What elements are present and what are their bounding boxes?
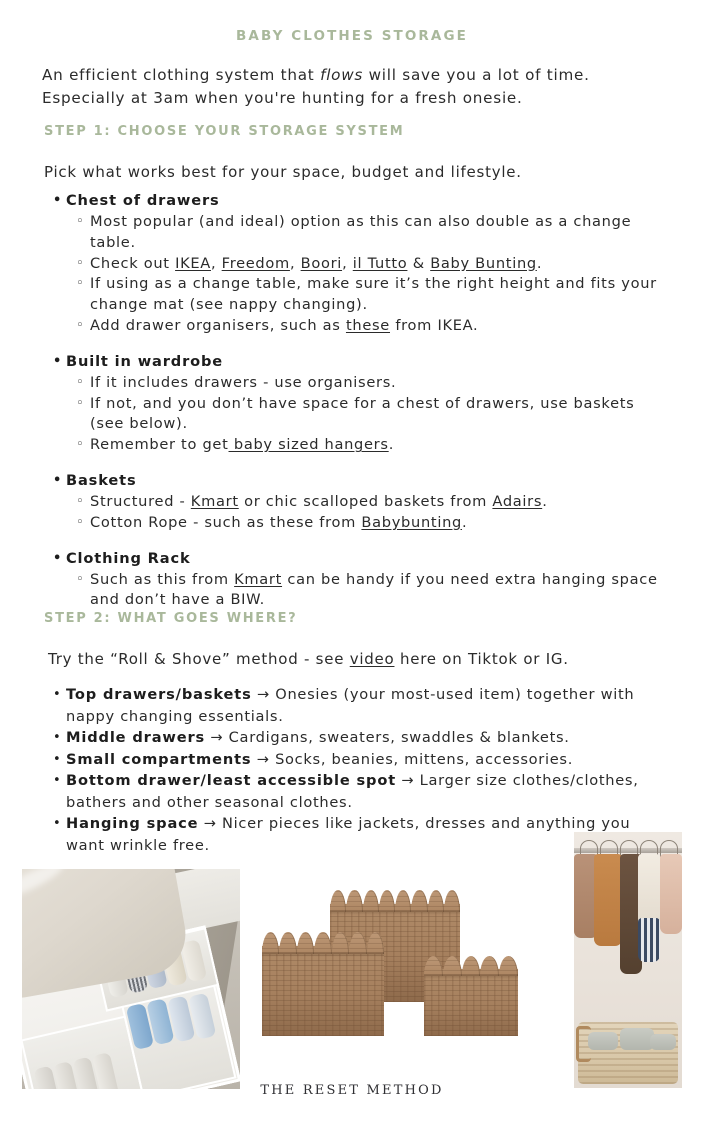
basket-medium [262,932,384,1036]
inline-link[interactable]: Babybunting [361,513,463,531]
arrow-icon: → [198,815,223,832]
placement-description: Nicer pieces like jackets, dresses and anything you want wrinkle free. [66,815,631,854]
brand-footer: THE RESET METHOD [260,1083,444,1098]
inline-text: . [462,513,468,531]
basket-scalloped-rim [330,890,460,912]
placement-item [52,684,668,727]
step-1-lede: Pick what works best for your space, budget and lifestyle. [44,163,522,181]
inline-link[interactable]: these [345,316,390,334]
step-1-heading: STEP 1: CHOOSE YOUR STORAGE SYSTEM [44,124,405,139]
placement-label: Hanging space [66,815,199,832]
placement-description: Cardigans, sweaters, swaddles & blankets. [228,729,570,746]
arrow-icon: → [396,772,420,789]
photo-scalloped-woven-storage-baskets [258,886,526,1036]
placement-item [52,770,668,813]
basket-body [262,946,384,1036]
basket-small [424,956,518,1036]
bullet-item [52,492,664,513]
bullet-item [52,513,664,534]
bullet-item [52,254,664,275]
inline-link[interactable]: video [349,650,395,668]
step-1-groups [52,190,664,611]
intro-paragraph [42,64,652,109]
arrow-icon: → [205,729,229,746]
bullet-item [52,274,664,316]
inline-link[interactable]: baby sized hangers [228,436,389,454]
intro-emphasis: flows [320,66,364,84]
bullet-item [52,570,664,612]
inline-text: , [342,254,353,272]
basket-scalloped-rim [424,956,518,976]
inline-link[interactable]: Adairs [492,492,543,510]
inline-text: or chic scalloped baskets from [238,492,493,510]
inline-text: & [407,254,431,272]
basket-scalloped-rim [262,932,384,954]
intro-text-after: will save you a lot of time. Especially at 3am when you're hunting for a fresh onesie. [42,66,590,107]
folded-item [588,1032,618,1050]
inline-text: Remember to get [90,436,229,454]
bullet-group [52,548,664,612]
inline-link[interactable]: il Tutto [352,254,408,272]
bullet-item [52,316,664,337]
photo-open-drawer-with-rolled-baby-clothes [22,869,240,1089]
bullet-group [52,351,664,456]
inline-text: If not, and you don’t have space for a chest of drawers, use baskets (see below). [90,394,635,433]
bullet-item [52,373,664,394]
woven-basket [578,1022,678,1084]
placement-label: Small compartments [66,750,252,768]
inline-text: . [536,254,543,272]
inline-text: Structured - [90,492,191,510]
bullet-item [52,394,664,436]
garment-pink [660,854,682,934]
inline-text: Such as this from [90,570,235,588]
inline-link[interactable]: IKEA [175,254,211,272]
placement-item [52,727,668,749]
lid-highlight [22,869,66,903]
inline-text: here on Tiktok or IG. [394,650,569,668]
inline-text: , [210,254,222,272]
placement-description: Onesies (your most-used item) together with nappy changing essentials. [66,686,635,725]
inline-text: Try the “Roll & Shove” method - see [48,650,350,668]
placement-description: Larger size clothes/clothes, bathers and other seasonal clothes. [66,772,639,811]
folded-item [620,1028,654,1050]
inline-text: can be handy if you need extra hanging space and don’t have a BIW. [90,570,658,609]
bullet-item [52,435,664,456]
page-title: BABY CLOTHES STORAGE [236,28,468,44]
garment-orange-patterned [594,854,622,946]
bullet-item [52,212,664,254]
inline-text: from IKEA. [390,316,479,334]
bullet-group-label: • Baskets [52,470,664,491]
inline-link[interactable]: Baby Bunting [430,254,537,272]
bullet-group [52,190,664,337]
basket-rim-shadow [330,910,460,915]
placement-description: Socks, beanies, mittens, accessories. [275,750,574,768]
basket-body [424,969,518,1036]
arrow-icon: → [251,750,276,768]
bullet-group [52,470,664,534]
garment-striped [638,918,660,962]
bullet-group-label: • Built in wardrobe [52,351,664,372]
inline-link[interactable]: Boori [300,254,343,272]
bullet-group-label: • Chest of drawers [52,190,664,211]
basket-handle [576,1026,591,1062]
step-2-list [52,684,668,856]
placement-label: Bottom drawer/least accessible spot [66,772,397,789]
basket-rim-shadow [424,974,518,979]
intro-text-before: An efficient clothing system that [42,66,321,84]
photo-wardrobe-hanging-clothes-with-basket [574,832,682,1088]
arrow-icon: → [251,686,276,703]
inline-link[interactable]: Kmart [190,492,239,510]
inline-text: Cotton Rope - such as these from [90,513,362,531]
placement-label: Top drawers/baskets [66,686,252,703]
placement-item [52,749,668,771]
step-2-heading: STEP 2: WHAT GOES WHERE? [44,611,298,626]
inline-text: . [388,436,395,454]
inline-text: . [542,492,548,510]
inline-text: Add drawer organisers, such as [90,316,346,334]
basket-rim-shadow [262,952,384,957]
inline-link[interactable]: Freedom [221,254,290,272]
step-2-lede [48,648,668,670]
inline-text: Check out [90,254,176,272]
placement-label: Middle drawers [66,729,206,746]
folded-item [650,1034,676,1050]
inline-text: , [289,254,301,272]
bullet-group-label: • Clothing Rack [52,548,664,569]
inline-text: Most popular (and ideal) option as this can also double as a change table. [90,213,632,251]
inline-text: If it includes drawers - use organisers. [90,373,397,391]
inline-text: If using as a change table, make sure it’s the right height and fits your change mat (see nappy changing). [90,275,657,314]
inline-link[interactable]: Kmart [234,570,283,588]
